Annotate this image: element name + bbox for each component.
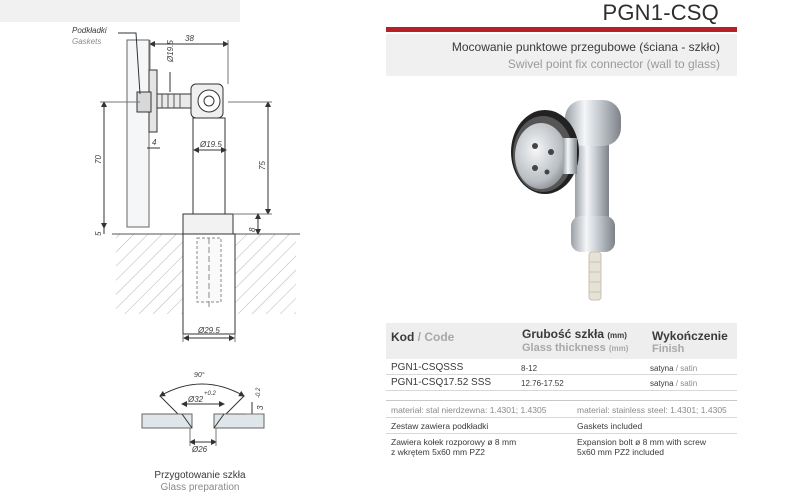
gasket-label-en: Gaskets	[72, 37, 102, 46]
gaskets-en: Gaskets included	[577, 421, 643, 431]
th-thickness-en	[522, 342, 628, 354]
bolt-pl-1: Zawiera kołek rozporowy ø 8 mm	[391, 437, 517, 447]
glass-prep-panel-left	[142, 414, 192, 428]
prep-hole-bottom: Ø26	[192, 445, 208, 454]
th-thickness-en-text: Glass thickness	[522, 342, 606, 354]
th-code-en: Code	[424, 330, 455, 344]
product-code-title: PGN1-CSQ	[602, 0, 719, 25]
glass-prep-label-pl: Przygotowanie szkła	[154, 470, 246, 481]
bolt-pl-2: z wkrętem 5x60 mm PZ2	[391, 447, 485, 457]
row-finish-en: satin	[680, 379, 698, 388]
dim-19-5-post: Ø19.5	[200, 140, 222, 149]
base-collar	[183, 214, 233, 234]
th-thickness-unit-en: (mm)	[608, 344, 629, 353]
glass-prep-label-en: Glass preparation	[160, 482, 240, 493]
prep-depth: 3	[256, 405, 265, 410]
row-code: PGN1-CSQSSS	[391, 362, 464, 373]
th-thickness-pl-text: Grubość szkła	[522, 327, 605, 341]
dim-4: 4	[152, 138, 157, 147]
prep-hole-top: Ø32	[188, 395, 204, 404]
dim-29-5: Ø29.5	[198, 326, 220, 335]
row-finish	[650, 379, 697, 388]
row-finish-pl: satyna	[650, 379, 674, 388]
dim-70: 70	[94, 155, 103, 164]
gasket-label-pl: Podkładki	[72, 26, 107, 35]
vertical-post	[193, 118, 225, 214]
row-thickness: 12.76-17.52	[521, 379, 564, 388]
row-divider	[386, 390, 737, 391]
bolt-en-1: Expansion bolt ø 8 mm with screw	[577, 437, 706, 447]
bolt-en-2: 5x60 mm PZ2 included	[577, 447, 664, 457]
dim-5: 5	[94, 231, 103, 236]
prep-hole-top-tol: +0.2	[204, 391, 216, 397]
gaskets-pl: Zestaw zawiera podkładki	[391, 421, 489, 431]
subtitle-en: Swivel point fix connector (wall to glass)	[507, 57, 720, 71]
notes-divider	[386, 417, 737, 418]
th-code-sep: /	[414, 330, 425, 344]
prep-depth-tol: -0.2	[256, 387, 262, 398]
glass-prep-panel-right	[214, 414, 264, 428]
th-code	[391, 330, 454, 344]
notes-divider	[386, 433, 737, 434]
accent-rule	[386, 27, 737, 32]
material-pl: materiał: stal nierdzewna: 1.4301; 1.4305	[391, 405, 547, 415]
dim-38: 38	[185, 34, 194, 43]
dim-19-5-top: Ø19.5	[166, 40, 175, 62]
row-code: PGN1-CSQ17.52 SSS	[391, 377, 492, 388]
th-finish-en: Finish	[652, 343, 685, 355]
notes-divider	[386, 400, 737, 401]
row-finish	[650, 364, 697, 373]
row-finish-pl: satyna	[650, 364, 674, 373]
th-code-pl: Kod	[391, 330, 415, 344]
row-thickness: 8-12	[521, 364, 538, 373]
th-thickness-unit: (mm)	[607, 331, 627, 340]
material-en: material: stainless steel: 1.4301; 1.4305	[577, 405, 727, 415]
row-finish-sep: /	[673, 364, 681, 373]
product-photo	[505, 90, 645, 305]
row-finish-sep: /	[673, 379, 681, 388]
subtitle-pl: Mocowanie punktowe przegubowe (ściana - szkło)	[451, 40, 720, 54]
prep-angle: 90°	[194, 372, 205, 379]
dim-8: 8	[248, 227, 257, 232]
dim-75: 75	[258, 161, 267, 170]
th-thickness-pl	[522, 327, 627, 341]
th-finish-pl: Wykończenie	[652, 329, 728, 343]
row-divider	[386, 374, 737, 375]
row-finish-en: satin	[680, 364, 698, 373]
technical-drawing	[0, 0, 386, 498]
